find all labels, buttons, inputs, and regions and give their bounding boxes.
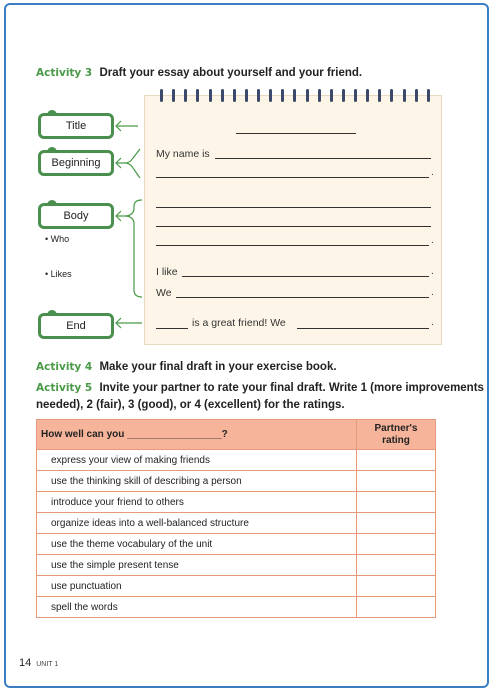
skill-cell: organize ideas into a well-balanced structure (37, 513, 357, 534)
beginning-label-box (38, 150, 114, 176)
table-header-question: How well can you _________________? (37, 420, 357, 450)
skill-cell: express your view of making friends (37, 450, 357, 471)
rating-cell[interactable] (357, 450, 436, 471)
body-label-box (38, 203, 114, 229)
skill-cell: use punctuation (37, 576, 357, 597)
rating-cell[interactable] (357, 534, 436, 555)
unit-label: UNIT 1 (36, 661, 59, 668)
body-label: Body (63, 210, 89, 222)
title-label-box (38, 113, 114, 139)
skill-cell: spell the words (37, 597, 357, 618)
end-blank-line[interactable] (297, 328, 429, 329)
we-blank-line[interactable] (176, 297, 429, 298)
period-mark: . (431, 167, 434, 178)
activity-3-tag: Activity 3 (36, 67, 93, 79)
title-blank-line[interactable] (236, 133, 356, 134)
rating-cell[interactable] (357, 513, 436, 534)
period-mark: . (431, 287, 434, 298)
table-row (37, 597, 436, 618)
table-row (37, 513, 436, 534)
rating-header-line-1: Partner's (374, 422, 418, 434)
rating-header-line-2: rating (382, 434, 410, 446)
we-text: We (156, 287, 172, 299)
body-blank-line-3[interactable] (156, 245, 429, 246)
table-header-row (37, 420, 436, 450)
rating-cell[interactable] (357, 471, 436, 492)
title-label: Title (65, 120, 87, 132)
table-header-rating (357, 420, 436, 450)
body-point-who: • Who (45, 234, 70, 244)
beginning-label: Beginning (51, 157, 101, 169)
table-row (37, 492, 436, 513)
table-row (37, 576, 436, 597)
rating-table (36, 419, 436, 618)
notepad-spiral-rings (160, 89, 430, 105)
skill-cell: use the theme vocabulary of the unit (37, 534, 357, 555)
body-blank-line-1[interactable] (156, 207, 431, 208)
period-mark: . (431, 266, 434, 277)
activity-5-instruction-line-2: needed), 2 (fair), 3 (good), or 4 (excellent) for the ratings. (36, 399, 345, 411)
activity-5-heading (36, 382, 484, 394)
page-number: 14 (19, 657, 32, 669)
i-like-text: I like (156, 266, 178, 278)
table-row (37, 450, 436, 471)
page-footer (19, 657, 58, 669)
skill-cell: use the thinking skill of describing a person (37, 471, 357, 492)
end-label-box (38, 313, 114, 339)
name-blank-line[interactable] (215, 158, 431, 159)
table-row (37, 471, 436, 492)
skill-cell: introduce your friend to others (37, 492, 357, 513)
body-blank-line-2[interactable] (156, 226, 431, 227)
end-label: End (66, 320, 86, 332)
i-like-blank-line[interactable] (182, 276, 429, 277)
rating-cell[interactable] (357, 576, 436, 597)
table-row (37, 555, 436, 576)
period-mark: . (431, 317, 434, 328)
great-friend-text: is a great friend! We (192, 317, 286, 329)
activity-5-tag: Activity 5 (36, 382, 93, 394)
rating-cell[interactable] (357, 555, 436, 576)
activity-4-instruction: Make your final draft in your exercise book. (99, 361, 337, 373)
activity-4-heading (36, 361, 337, 373)
activity-3-instruction: Draft your essay about yourself and your friend. (99, 67, 363, 79)
rating-cell[interactable] (357, 492, 436, 513)
period-mark: . (431, 235, 434, 246)
beginning-blank-line-2[interactable] (156, 177, 429, 178)
table-row (37, 534, 436, 555)
body-point-likes: • Likes (45, 269, 72, 279)
my-name-is-text: My name is (156, 148, 210, 160)
activity-4-tag: Activity 4 (36, 361, 93, 373)
friend-name-blank-line[interactable] (156, 328, 188, 329)
rating-cell[interactable] (357, 597, 436, 618)
skill-cell: use the simple present tense (37, 555, 357, 576)
activity-5-instruction-line-1: Invite your partner to rate your final draft. Write 1 (more improvements (99, 382, 484, 394)
